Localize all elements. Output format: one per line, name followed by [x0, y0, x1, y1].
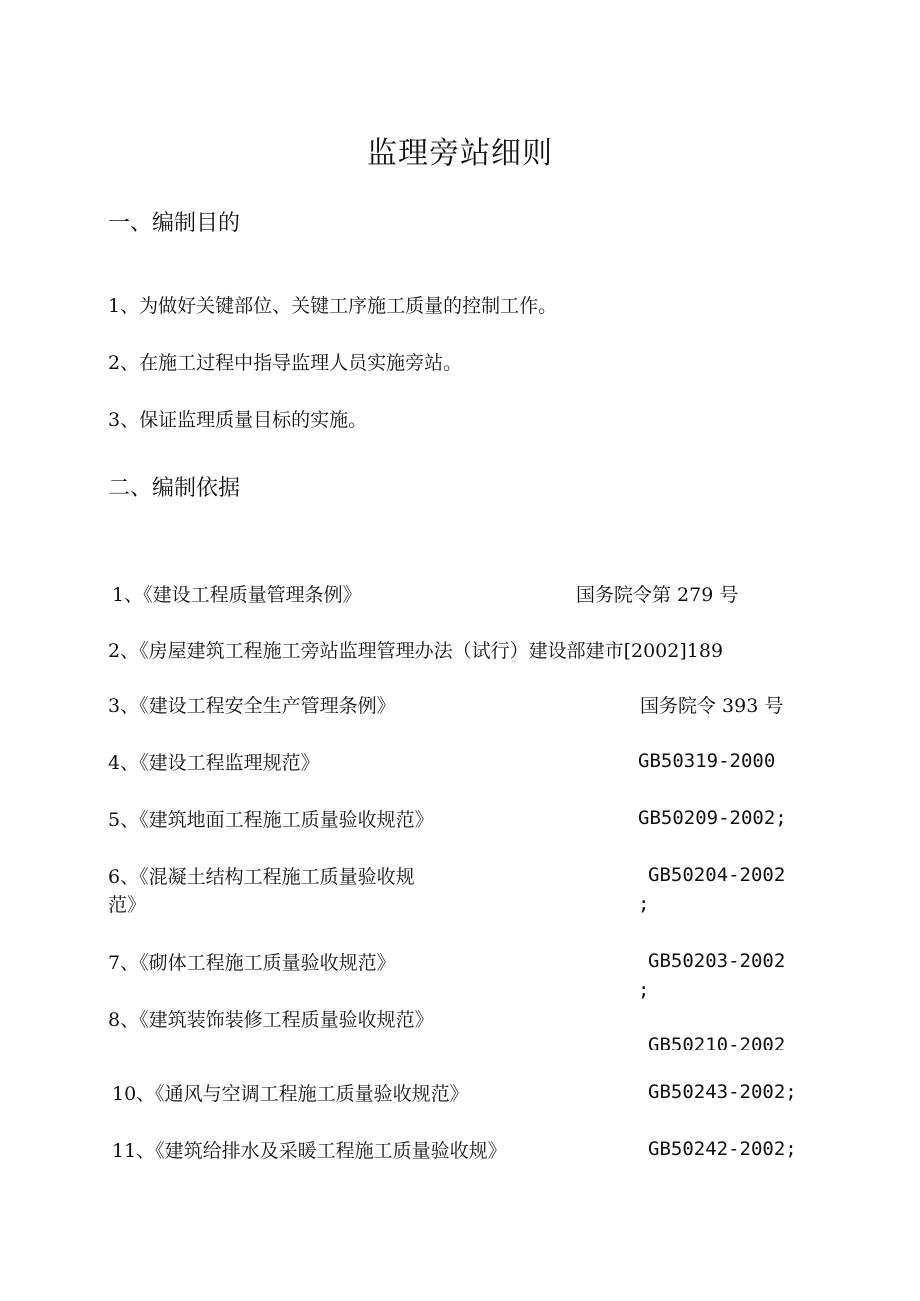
- section-1-heading: 一、编制目的: [108, 211, 241, 236]
- reference-code-7-cont: ;: [638, 979, 650, 1001]
- reference-code-4: GB50319-2000: [638, 750, 776, 772]
- reference-code-3: 国务院令 393 号: [640, 695, 784, 717]
- reference-item-1: 1、《建设工程质量管理条例》: [112, 584, 362, 606]
- reference-item-2: 2、《房屋建筑工程施工旁站监理管理办法（试行）建设部建市[2002]189: [108, 640, 724, 662]
- reference-item-11: 11、《建筑给排水及采暖工程施工质量验收规》: [112, 1140, 507, 1162]
- reference-item-7: 7、《砌体工程施工质量验收规范》: [108, 952, 396, 974]
- section-2-heading: 二、编制依据: [108, 476, 241, 501]
- reference-item-8: 8、《建筑装饰装修工程质量验收规范》: [108, 1009, 434, 1031]
- reference-code-6-cont: ;: [638, 893, 650, 915]
- reference-item-6-cont: 范》: [108, 894, 147, 916]
- purpose-item-2: 2、在施工过程中指导监理人员实施旁站。: [108, 352, 463, 374]
- reference-code-11: GB50242-2002;: [648, 1138, 797, 1160]
- reference-item-3: 3、《建设工程安全生产管理条例》: [108, 695, 396, 717]
- reference-code-6: GB50204-2002: [648, 864, 786, 886]
- reference-item-6: 6、《混凝土结构工程施工质量验收规: [108, 866, 415, 888]
- purpose-item-3: 3、保证监理质量目标的实施。: [108, 409, 368, 431]
- purpose-item-1: 1、为做好关键部位、关键工序施工质量的控制工作。: [108, 295, 558, 317]
- reference-item-4: 4、《建设工程监理规范》: [108, 752, 320, 774]
- reference-code-1: 国务院令第 279 号: [576, 584, 739, 606]
- reference-code-5: GB50209-2002;: [638, 807, 787, 829]
- reference-code-10: GB50243-2002;: [648, 1081, 797, 1103]
- reference-item-10: 10、《通风与空调工程施工质量验收规范》: [112, 1083, 469, 1105]
- reference-code-8: GB50210-2002: [648, 1034, 786, 1050]
- reference-item-5: 5、《建筑地面工程施工质量验收规范》: [108, 809, 434, 831]
- page-title: 监理旁站细则: [367, 136, 553, 171]
- reference-code-7: GB50203-2002: [648, 950, 786, 972]
